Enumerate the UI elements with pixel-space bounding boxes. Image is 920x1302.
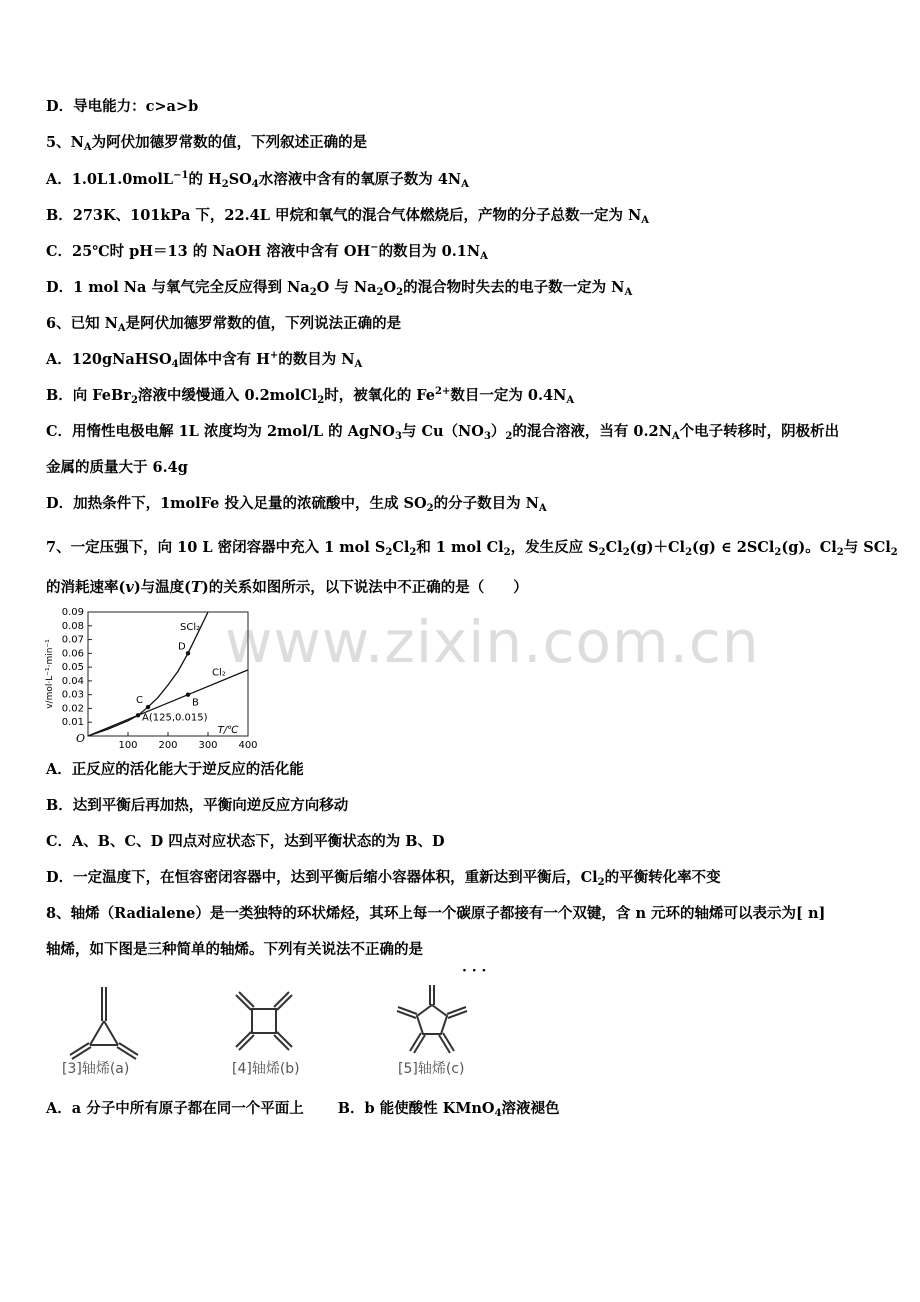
q6-option-c-line2: 金属的质量大于 6.4g bbox=[46, 459, 188, 476]
question-8-stem-line1: 8、轴烯（Radialene）是一类独特的环状烯烃，其环上每一个碳原子都接有一个双键，含 n 元环的轴烯可以表示为[ n] bbox=[46, 905, 826, 922]
radialene-4-label: [4]轴烯(b) bbox=[232, 1061, 300, 1077]
y-axis-label: v/mol·L⁻¹·min⁻¹ bbox=[45, 639, 55, 709]
data-point-label: B bbox=[192, 697, 199, 709]
q5-option-c: C．25℃时 pH＝13 的 NaOH 溶液中含有 OH−的数目为 $0.1N_A$ bbox=[46, 242, 488, 262]
q6-option-b: B．向 FeBr$_2$溶液中缓慢通入 0.2molCl$_2$时，被氧化的 $Fe^{2+}$数目一定为 $0.4N_A$ bbox=[46, 386, 575, 406]
question-5-stem: 5、$N_A$为阿伏加德罗常数的值，下列叙述正确的是 bbox=[46, 134, 368, 153]
y-tick-label: 0.05 bbox=[61, 662, 84, 674]
q5-option-b: B．273K、101kPa 下，22.4L 甲烷和氧气的混合气体燃烧后，产物的分子总数一定为 $N_A$ bbox=[46, 207, 650, 226]
q6-option-a: A．120gNaHSO$_4$固体中含有 H+的数目为 $N_A$ bbox=[46, 350, 363, 370]
data-point bbox=[186, 651, 190, 655]
question-8-stem-line2: 轴烯，如下图是三种简单的轴烯。下列有关说法不正确的是 bbox=[46, 941, 423, 958]
question-7-stem-line1: 7、一定压强下，向 10 L 密闭容器中充入 1 mol $S_2Cl_2$和 1 mol $Cl_2$，发生反应 $S_2Cl_2(g)+Cl_2(g)$ ∈ 2SCl$_2$(g)。$Cl_2$与 SCl$_2$ bbox=[46, 539, 898, 558]
q7-option-a: A．正反应的活化能大于逆反应的活化能 bbox=[46, 761, 304, 778]
y-tick-label: 0.07 bbox=[61, 634, 84, 646]
radialene-5-label: [5]轴烯(c) bbox=[398, 1061, 465, 1077]
radialene-3-label: [3]轴烯(a) bbox=[62, 1061, 130, 1077]
radialene-5-structure bbox=[392, 983, 472, 1061]
y-tick-label: 0.03 bbox=[61, 689, 84, 701]
y-tick-label: 0.06 bbox=[61, 648, 84, 660]
data-point-label: A(125,0.015) bbox=[142, 712, 208, 724]
origin-label: O bbox=[76, 732, 86, 745]
y-tick-label: 0.04 bbox=[61, 675, 84, 687]
data-point bbox=[136, 713, 140, 717]
data-point bbox=[146, 705, 150, 709]
q7-option-d: D．一定温度下，在恒容密闭容器中，达到平衡后缩小容器体积，重新达到平衡后，$Cl_2$的平衡转化率不变 bbox=[46, 869, 721, 888]
radialene-4-structure bbox=[226, 983, 306, 1061]
q6-option-d: D．加热条件下，1molFe 投入足量的浓硫酸中，生成 $SO_2$的分子数目为 $N_A$ bbox=[46, 495, 547, 514]
dots: · · · bbox=[462, 963, 487, 979]
y-tick-label: 0.01 bbox=[61, 717, 84, 729]
rate-temperature-chart bbox=[42, 603, 262, 755]
q6-option-c-line1: C．用惰性电极电解 1L 浓度均为 2mol/L 的 AgNO$_3$与 $Cu(NO_3)_2$的混合溶液，当有 $0.2N_A$个电子转移时，阴极析出 bbox=[46, 423, 840, 442]
y-tick-label: 0.02 bbox=[61, 703, 84, 715]
q8-options-a-b: A．a 分子中所有原子都在同一个平面上 B．b 能使酸性 KMnO$_4$溶液褪色 bbox=[46, 1100, 560, 1119]
data-point-label: C bbox=[136, 695, 143, 707]
y-tick-label: 0.09 bbox=[61, 607, 84, 618]
radialene-3-structure bbox=[66, 983, 146, 1061]
question-6-stem: 6、已知 $N_A$是阿伏加德罗常数的值，下列说法正确的是 bbox=[46, 315, 402, 334]
x-axis-label: T/℃ bbox=[217, 725, 239, 736]
x-tick-label: 200 bbox=[158, 740, 178, 751]
q7-option-b: B．达到平衡后再加热，平衡向逆反应方向移动 bbox=[46, 797, 349, 814]
data-point bbox=[186, 692, 190, 696]
x-tick-label: 400 bbox=[238, 740, 258, 751]
x-tick-label: 300 bbox=[198, 740, 218, 751]
y-tick-label: 0.08 bbox=[61, 620, 84, 632]
q5-option-a: A．1.0L1.0molL$^{-1}$的 $H_2SO_4$水溶液中含有的氧原子数为 $4N_A$ bbox=[46, 170, 469, 190]
q7-option-c: C．A、B、C、D 四点对应状态下，达到平衡状态的为 B、D bbox=[46, 833, 445, 850]
watermark: www.zixin.com.cn bbox=[225, 608, 760, 676]
data-point-label: D bbox=[178, 641, 186, 653]
series-label-cl2: Cl₂ bbox=[212, 667, 226, 679]
q4-option-d: D．导电能力：c>a>b bbox=[46, 98, 199, 115]
question-7-stem-line2: 的消耗速率(v)与温度(T)的关系如图所示，以下说法中不正确的是（ ） bbox=[46, 579, 528, 596]
x-tick-label: 100 bbox=[118, 740, 138, 751]
series-label-scl2: SCl₂ bbox=[180, 621, 201, 633]
q5-option-d: D．1 mol Na 与氧气完全反应得到 $Na_2O$ 与 $Na_2O_2$的混合物时失去的电子数一定为 $N_A$ bbox=[46, 279, 633, 298]
